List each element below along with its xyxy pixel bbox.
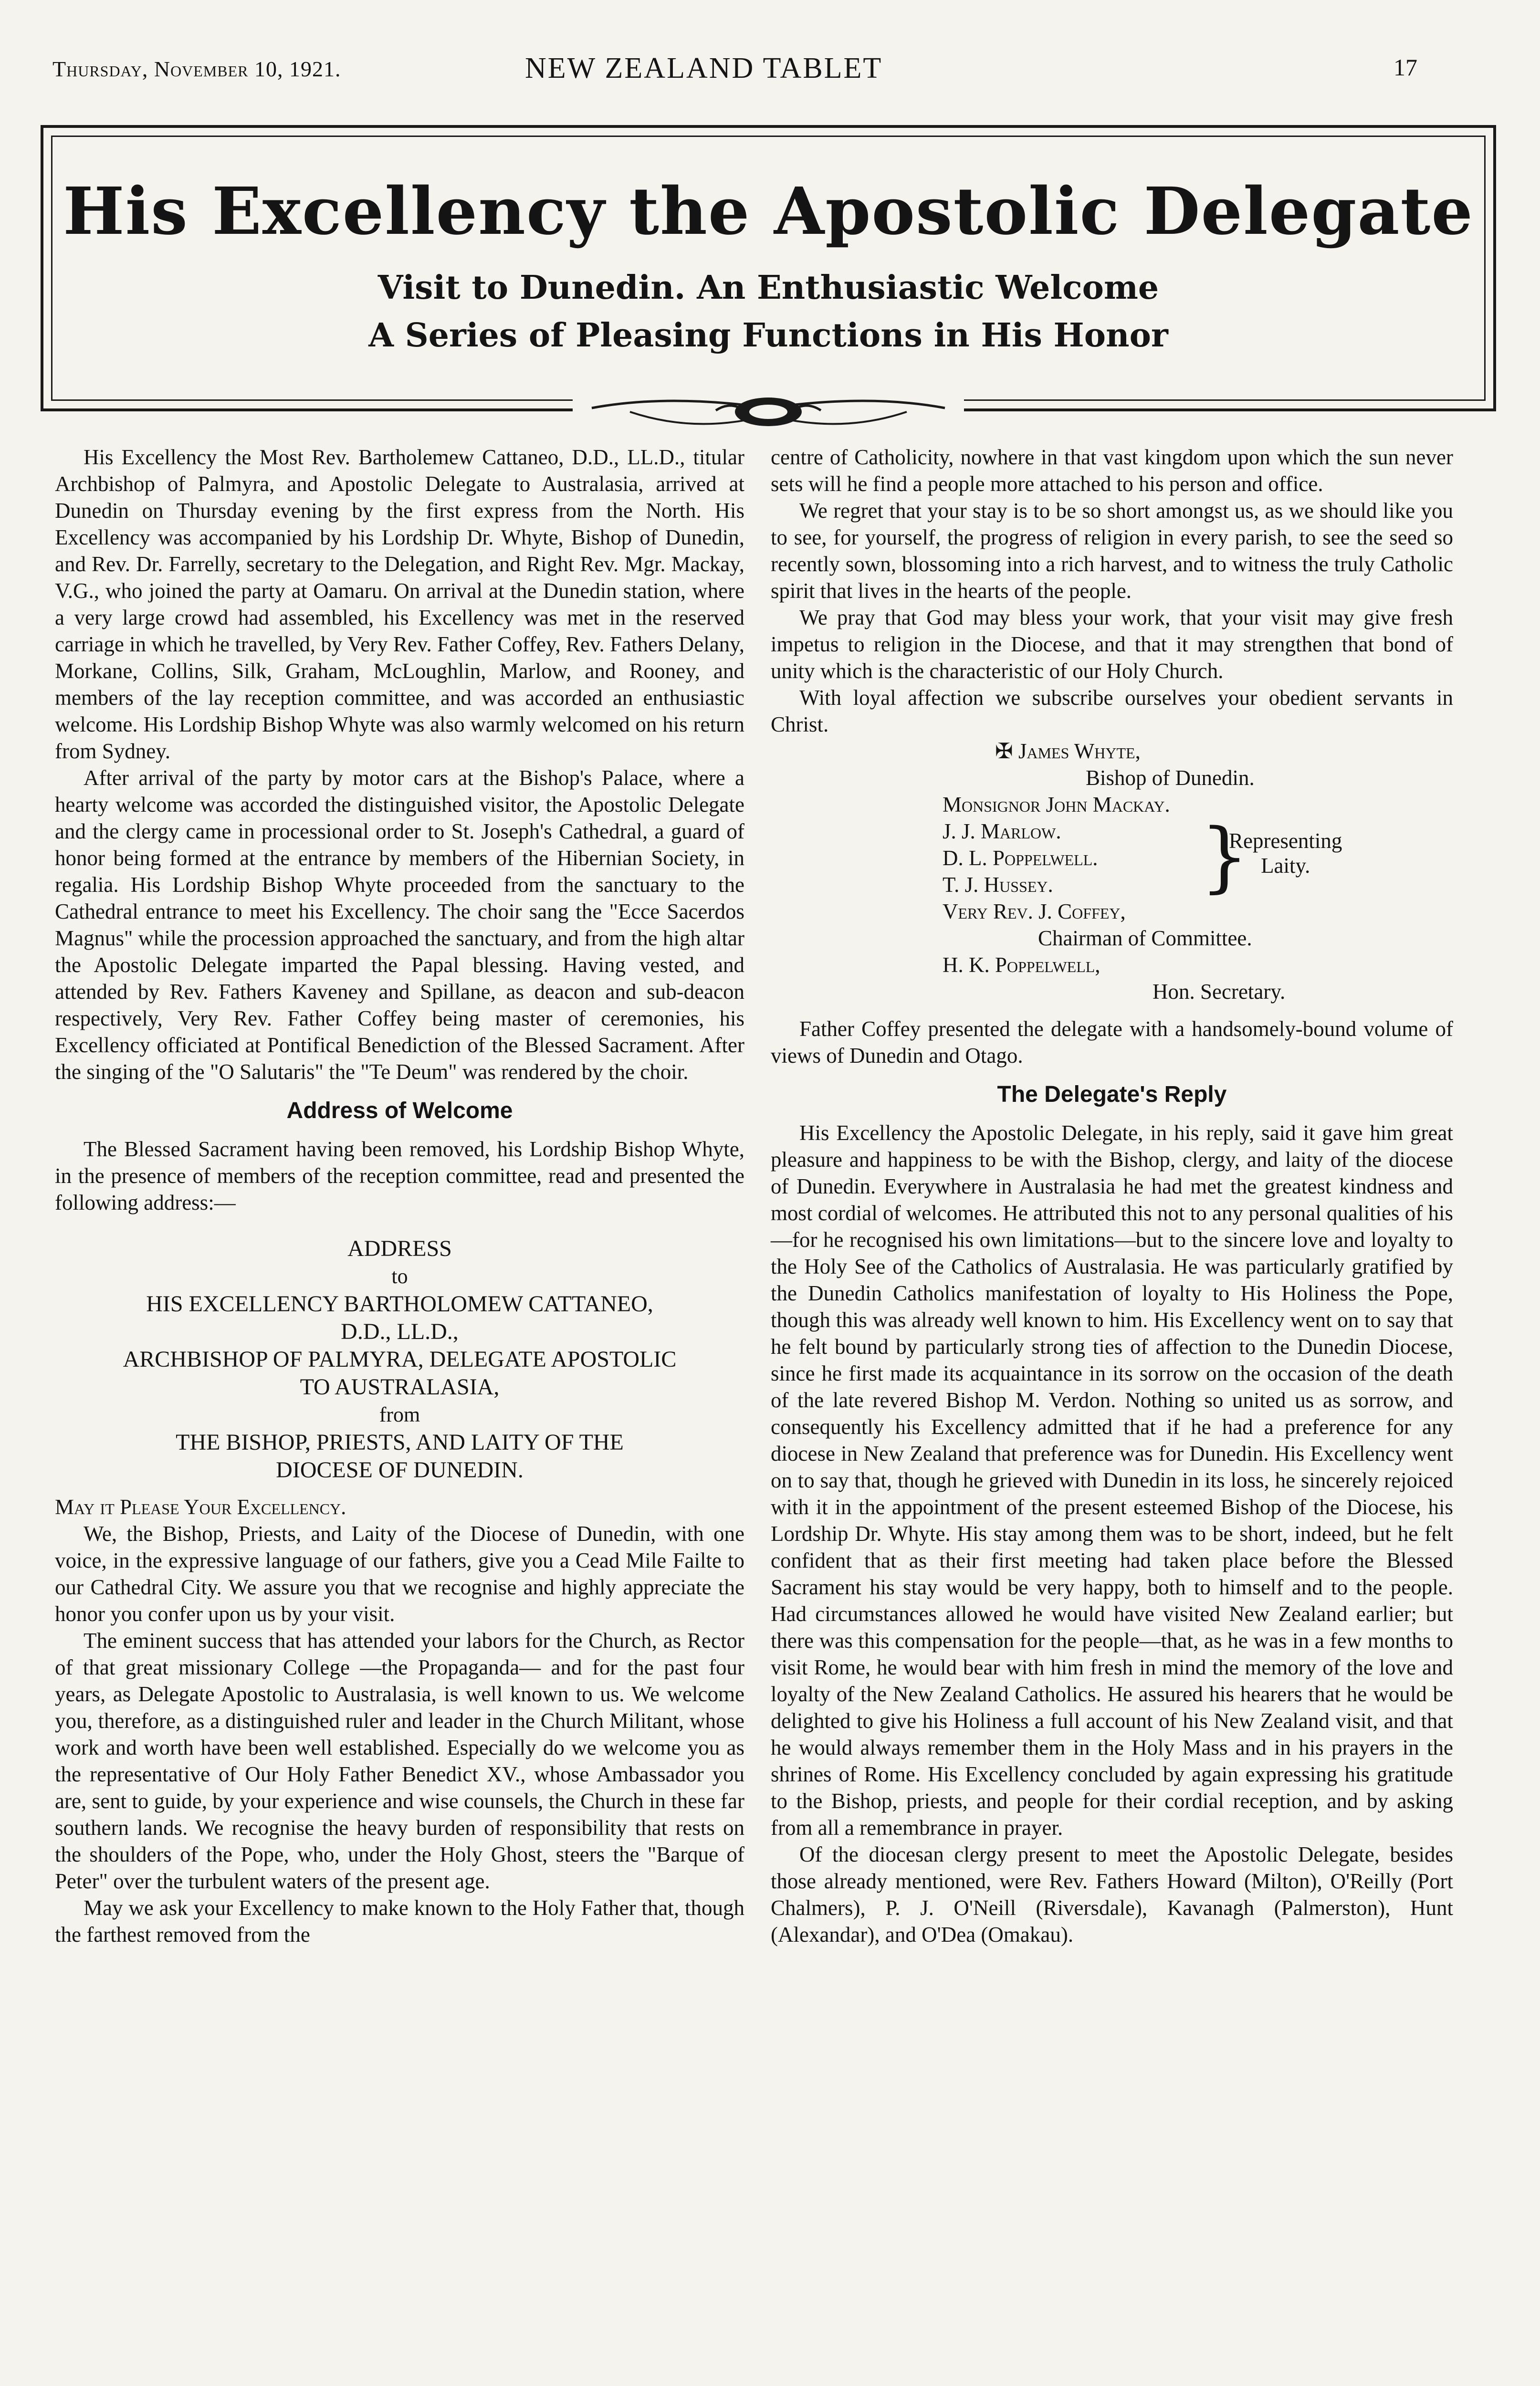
page-number: 17: [1393, 54, 1417, 81]
address-line: from: [379, 1403, 420, 1426]
article-paragraph: We, the Bishop, Priests, and Laity of the Diocese of Dunedin, with one voice, in the expressive language of our fathers, give you a Cead Mile Failte to our Cathedral City. We assure you that we recognise and highly appreciate the honor you confer upon us by your visit.: [55, 1522, 744, 1626]
laity-representatives: [771, 812, 1453, 901]
article-paragraph: After arrival of the party by motor cars at the Bishop's Palace, where a hearty welcome was accorded the distinguished visitor, the Apostolic Delegate and the clergy came in processional order to St. Joseph's Cathedral, a guard of honor being formed at the entrance by members of the Hibernian Society, in regalia. His Lordship Bishop Whyte proceeded from the sanctuary to the Cathedral entrance to meet his Excellency. The choir sang the "Ecce Sacerdos Magnus" while the procession approached the sanctuary, and from the high altar the Apostolic Delegate imparted the Papal blessing. Having vested, and attended by Rev. Fathers Kaveney and Spillane, as deacon and sub-deacon respectively, Very Rev. Father Coffey being master of ceremonies, his Excellency officiated at Pontifical Benediction of the Blessed Sacrament. After the singing of the "O Salutaris" the "Te Deum" was rendered by the choir.: [55, 766, 744, 1084]
subheadline-1: Visit to Dunedin. An Enthusiastic Welcome: [377, 269, 1159, 307]
address-line: D.D., LL.D.,: [341, 1319, 459, 1344]
representing-text: Laity.: [1261, 854, 1310, 878]
headline: His Excellency the Apostolic Delegate: [63, 173, 1474, 250]
signatory: J. J. Marlow.: [943, 819, 1061, 843]
article-paragraph: The Blessed Sacrament having been removed, his Lordship Bishop Whyte, in the presence of members of the reception committee, read and presented the following address:—: [55, 1137, 744, 1214]
article-paragraph: We regret that your stay is to be so short amongst us, as we should like you to see, for yourself, the progress of religion in every parish, to see the seed so recently sown, blossoming into a rich harvest, and to witness the truly Catholic spirit that lives in the hearts of the people.: [771, 499, 1453, 603]
headline-banner: [41, 125, 1496, 411]
article-paragraph: Of the diocesan clergy present to meet the Apostolic Delegate, besides those already mentioned, were Rev. Fathers Howard (Milton), O'Reilly (Port Chalmers), P. J. O'Neill (Riversdale), Kavanagh (Palmerston), Hunt (Alexandar), and O'Dea (Omakau).: [771, 1842, 1453, 1946]
signatory-title: Bishop of Dunedin.: [1086, 766, 1255, 790]
address-line: THE BISHOP, PRIESTS, AND LAITY OF THE: [176, 1430, 624, 1455]
signatory: ✠ James Whyte,: [995, 739, 1141, 763]
left-column: [55, 444, 744, 1948]
signatory: H. K. Poppelwell,: [943, 953, 1100, 977]
article-paragraph: We pray that God may bless your work, that your visit may give fresh impetus to religion in the Diocese, and that it may strengthen that bond of unity which is the characteristic of our Holy Church.: [771, 606, 1453, 683]
representing-text: Representing: [1229, 829, 1342, 853]
section-heading-address: Address of Welcome: [286, 1098, 513, 1123]
article-paragraph: His Excellency the Most Rev. Bartholemew Cattaneo, D.D., LL.D., titular Archbishop of Palmyra, and Apostolic Delegate to Australasia, arrived at Dunedin on Thursday evening by the first express from the North. His Excellency was accompanied by his Lordship Dr. Whyte, Bishop of Dunedin, and Rev. Dr. Farrelly, secretary to the Delegation, and Right Rev. Mgr. Mackay, V.G., who joined the party at Oamaru. On arrival at the Dunedin station, where a very large crowd had assembled, his Excellency was met in the reserved carriage in which he travelled, by Very Rev. Father Coffey, Rev. Fathers Delany, Morkane, Collins, Silk, Graham, McLoughlin, Marlow, and Rooney, and members of the lay reception committee, and was accorded an enthusiastic welcome. His Lordship Bishop Whyte was also warmly welcomed on his return from Sydney.: [55, 445, 744, 763]
signatory-title: Chairman of Committee.: [1038, 926, 1252, 950]
article-paragraph: The eminent success that has attended your labors for the Church, as Rector of that great missionary College —the Propaganda— and for the past four years, as Delegate Apostolic to Australasia, is well known to us. We welcome you, therefore, as a distinguished ruler and leader in the Church Militant, whose work and worth have been well established. Especially do we welcome you as the representative of Our Holy Father Benedict XV., whose Ambassador you are, sent to guide, by your experience and wise counsels, the Church in these far southern lands. We recognise the heavy burden of responsibility that rests on the shoulders of the Pope, who, under the Holy Ghost, steers the "Barque of Peter" over the turbulent waters of the present age.: [55, 1629, 744, 1893]
article-paragraph: With loyal affection we subscribe ourselves your obedient servants in Christ.: [771, 686, 1453, 736]
article-paragraph: May we ask your Excellency to make known to the Holy Father that, though the farthest removed from the: [55, 1896, 744, 1946]
signatory: Very Rev. J. Coffey,: [943, 900, 1126, 923]
newspaper-title: NEW ZEALAND TABLET: [525, 52, 883, 84]
article-paragraph: Father Coffey presented the delegate with a handsomely-bound volume of views of Dunedin and Otago.: [771, 1017, 1453, 1067]
address-line: HIS EXCELLENCY BARTHOLOMEW CATTANEO,: [146, 1291, 653, 1317]
signatory: T. J. Hussey.: [943, 873, 1053, 897]
address-line: TO AUSTRALASIA,: [300, 1374, 500, 1400]
right-column: [771, 444, 1453, 1948]
representing-note: [1229, 828, 1342, 878]
section-heading-reply: The Delegate's Reply: [997, 1082, 1227, 1107]
signatory-title: Hon. Secretary.: [1152, 980, 1286, 1004]
article-paragraph: His Excellency the Apostolic Delegate, in his reply, said it gave him great pleasure and happiness to be with the Bishop, clergy, and laity of the diocese of Dunedin. Everywhere in Australasia he had met the greatest kindness and most cordial of welcomes. He attributed this not to any personal qualities of his—for he recognised his own limitations—but to the sincere love and loyalty to the Holy See of the Catholics of Australasia. He was particularly gratified by the Dunedin Catholics manifestation of loyalty to His Holiness the Pope, though this was already well known to him. His Excellency went on to say that he felt bound by particularly strong ties of affection to the Dunedin Diocese, since he first made its acquaintance in its sorrow on the occasion of the death of the late revered Bishop M. Verdon. Nothing so united us as sorrow, and consequently his Excellency admitted that if he had a preference for any diocese in New Zealand that preference was for Dunedin. His Excellency went on to say that, though he grieved with Dunedin in its loss, he sincerely rejoiced with it in the appointment of the present esteemed Bishop of the Diocese, his Lordship Dr. Whyte. His stay among them was to be short, indeed, but he felt confident that as their first meeting had taken place before the Blessed Sacrament his stay would be very happy, both to himself and to the people. Had circumstances allowed he would have visited New Zealand earlier; but there was this compensation for the people—that, as he was in a few months to visit Rome, he would bear with him fresh in mind the memory of the love and loyalty of the New Zealand Catholics. He assured his hearers that he would be delighted to give his Holiness a full account of his New Zealand visit, and that he would always remember them in the Holy Mass and in his prayers in the shrines of Rome. His Excellency concluded by again expressing his gratitude to the Bishop, priests, and people for their cordial reception, and by asking from all a remembrance in prayer.: [771, 1121, 1453, 1840]
signatory: Monsignor John Mackay.: [943, 793, 1170, 816]
salutation: May it Please Your Excellency.: [55, 1495, 346, 1519]
issue-date: Thursday, November 10, 1921.: [52, 57, 341, 81]
brace-icon: }: [1200, 812, 1249, 901]
address-line: ADDRESS: [347, 1236, 452, 1261]
subheadline-2: A Series of Pleasing Functions in His Honor: [368, 316, 1168, 355]
address-title-block: [55, 1235, 744, 1484]
article-paragraph: centre of Catholicity, nowhere in that vast kingdom upon which the sun never sets will he find a people more attached to his person and office.: [771, 445, 1453, 496]
address-line: DIOCESE OF DUNEDIN.: [276, 1457, 524, 1483]
ornament-icon: [573, 389, 964, 441]
signatory: D. L. Poppelwell.: [943, 846, 1098, 870]
signature-block: [771, 738, 1453, 1005]
address-line: to: [391, 1265, 408, 1288]
address-line: ARCHBISHOP OF PALMYRA, DELEGATE APOSTOLIC: [123, 1347, 677, 1372]
